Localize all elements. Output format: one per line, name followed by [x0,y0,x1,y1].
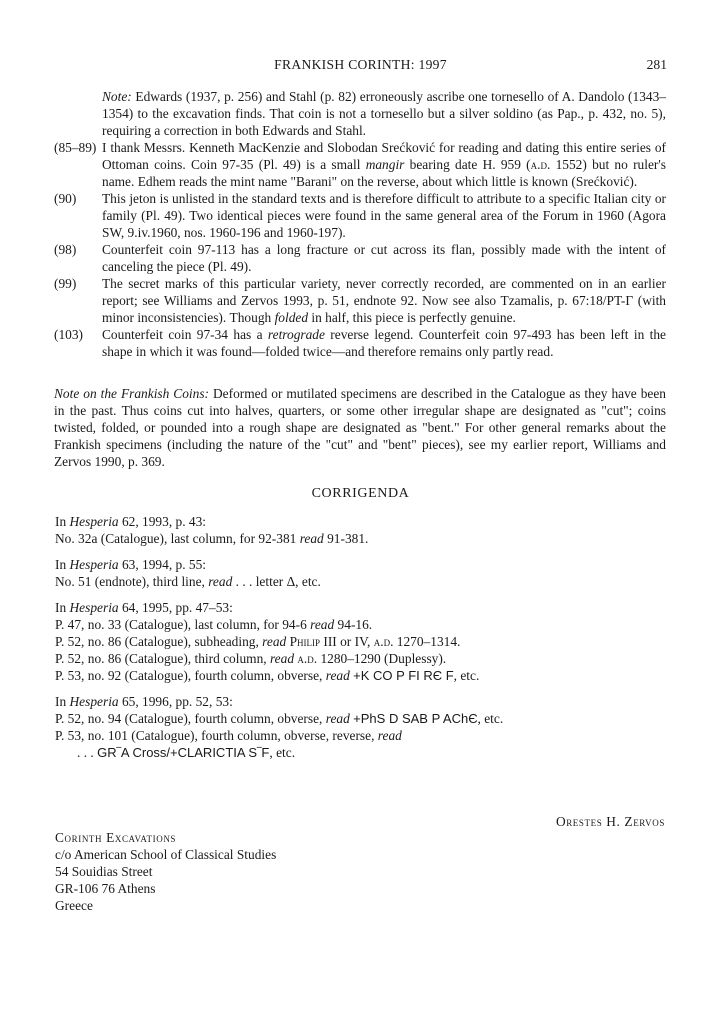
corrigenda-source [55,693,667,710]
address-line-1: c/o American School of Classical Studies [55,847,277,862]
running-head [0,56,721,74]
endnote-text [102,190,666,241]
text-run: In [55,600,70,615]
text-run: reverse legend. Counterfeit coin 97-493 has been left in the shape in which it was found—folded twice—and therefore remains only partly read. [102,327,666,359]
endnote [54,241,666,275]
endnote [54,139,666,190]
italic-text: Hesperia [69,600,119,615]
corrigenda-group [55,693,667,761]
endnotes-section [54,88,666,360]
text-run: III or IV, [320,634,374,649]
endnote-number: (90) [54,191,77,206]
corrigenda-entry [55,727,667,744]
italic-text: read [377,728,402,743]
corrigenda-entry [55,710,667,727]
endnote-number: (99) [54,276,77,291]
text-run: 1552) but no ruler's name. Edhem reads the mint name "Barani" on the reverse, about which little is known (Srećković). [102,157,666,189]
italic-text: Hesperia [69,557,119,572]
text-run: In [55,694,70,709]
endnote [54,190,666,241]
small-caps-text: Philip [289,634,321,649]
running-title: FRANKISH CORINTH: 1997 [274,57,447,72]
coin-legend: +PhS D SAB P AChЄ [353,711,478,726]
endnote-number: (98) [54,242,77,257]
author-address [55,829,276,914]
text-run: P. 52, no. 86 (Catalogue), subheading, [55,634,263,649]
italic-text: mangir [365,157,405,172]
text-run: No. 32a (Catalogue), last column, for 92-381 [55,531,300,546]
text-run: Counterfeit coin 97-34 has a [102,327,268,342]
text-run: 62, 1993, p. 43: [118,514,207,529]
endnote-text [102,241,666,275]
italic-text: Hesperia [69,514,119,529]
text-run: I thank Messrs. Kenneth MacKenzie and Slobodan Srećković for reading and dating this entire series of Ottoman coins. Coin 97-35 (Pl. 49) is a small [102,140,666,172]
corrigenda-group [55,513,667,547]
text-run: P. 52, no. 86 (Catalogue), third column, [55,651,270,666]
text-run: Counterfeit coin 97-113 has a long fracture or cut across its flan, possibly made with the intent of canceling the piece (Pl. 49). [102,242,666,274]
endnote-text [102,326,666,360]
text-run: . . . letter Δ, etc. [232,574,321,589]
italic-text: Hesperia [69,694,119,709]
text-run: Deformed or mutilated specimens are described in the Catalogue as they have been in the past. Thus coins cut into halves, quarters, or some other irregular shape are designated as "cut"; coins twisted, folded, or pounded into a rough shape are designated as "bent." For other general remarks about the Frankish specimens (including the nature of the "cut" and "bent" pieces), see my earlier report, Williams and Zervos 1990, p. 369. [54,386,666,469]
coin-legend: GR‾A Cross/+CLARICTIA S‾F [97,745,270,760]
note-frankish-coins [54,385,666,470]
text-run: 1280–1290 (Duplessy). [317,651,447,666]
corrigenda-group [55,556,667,590]
italic-text: folded [274,310,309,325]
small-caps-text: a.d. [373,634,394,649]
text-run: 63, 1994, p. 55: [118,557,207,572]
italic-text: read [310,617,335,632]
corrigenda-source [55,599,667,616]
italic-text: Note on the Frankish Coins: [54,386,210,401]
text-run: 1270–1314. [393,634,461,649]
text-run: This jeton is unlisted in the standard texts and is therefore difficult to attribute to a specific Italian city or family (Pl. 49). Two identical pieces were found in the same general area of the Forum in 1960 (Agora SW, 9.iv.1960, nos. 1960-196 and 1960-197). [102,191,666,240]
corrigenda-source [55,556,667,573]
text-run: 65, 1996, pp. 52, 53: [118,694,233,709]
endnote [54,326,666,360]
corrigenda-heading: CORRIGENDA [311,486,410,501]
text-run: in half, this piece is perfectly genuine. [308,310,516,325]
corrigenda-entry [55,616,667,633]
text-run: , etc. [477,711,504,726]
corrigenda-entry [55,573,667,590]
endnote [54,275,666,326]
text-run: P. 47, no. 33 (Catalogue), last column, for 94-6 [55,617,311,632]
text-run: P. 53, no. 92 (Catalogue), fourth column, obverse, [55,668,326,683]
endnote-number: (103) [54,327,84,342]
corrigenda-entry [55,633,667,650]
address-line-4: Greece [55,898,93,913]
text-run: P. 53, no. 101 (Catalogue), fourth column, obverse, reverse, [55,728,378,743]
text-run: bearing date H. 959 ( [404,157,531,172]
corrigenda-entry [55,667,667,684]
author-signature: Orestes H. Zervos [555,814,665,829]
italic-text: read [325,668,350,683]
page-number: 281 [646,57,667,72]
endnote-text [102,139,666,190]
text-run: In [55,557,70,572]
text-run: 91-381. [323,531,369,546]
text-run: In [55,514,70,529]
text-run: No. 51 (endnote), third line, [55,574,209,589]
small-caps-text: a.d. [297,651,318,666]
italic-text: Note: [102,89,132,104]
corrigenda-group [55,599,667,684]
address-line-2: 54 Souidias Street [55,864,153,879]
endnote-list [54,139,666,360]
corrigenda-list [55,513,667,770]
text-run: Edwards (1937, p. 256) and Stahl (p. 82) erroneously ascribe one tornesello of A. Dandolo (1343–1354) to the excavation finds. That coin is not a tornesello but a silver soldino (as Pap., p. 432, no. 5), requiring a correction in both Edwards and Stahl. [102,89,666,138]
corrigenda-entry [55,650,667,667]
text-run: The secret marks of this particular variety, never correctly recorded, are commented on in an earlier report; see Williams and Zervos 1993, p. 51, endnote 92. Now see also Tzamalis, p. 67:18/PT-Γ (with minor inconsistencies). Though [102,276,666,325]
italic-text: read [299,531,324,546]
text-run: 94-16. [334,617,373,632]
italic-text: read [269,651,295,666]
small-caps-text: a.d. [530,157,551,172]
endnote-number: (85–89) [54,140,97,155]
text-run: 64, 1995, pp. 47–53: [118,600,233,615]
text-run: , etc. [453,668,480,683]
corrigenda-source [55,513,667,530]
text-run: , etc. [269,745,296,760]
italic-text: read [262,634,287,649]
corrigenda-entry [55,744,667,761]
italic-text: read [208,574,233,589]
text-run: P. 52, no. 94 (Catalogue), fourth column, obverse, [55,711,326,726]
address-institution: Corinth Excavations [55,830,177,845]
italic-text: read [325,711,350,726]
text-run: . . . [77,745,98,760]
coin-legend: +K CO P FI RЄ F [353,668,454,683]
address-line-3: GR-106 76 Athens [55,881,156,896]
corrigenda-entry [55,530,667,547]
italic-text: retrograde [267,327,325,342]
note-dandolo [54,88,666,139]
endnote-text [102,275,666,326]
